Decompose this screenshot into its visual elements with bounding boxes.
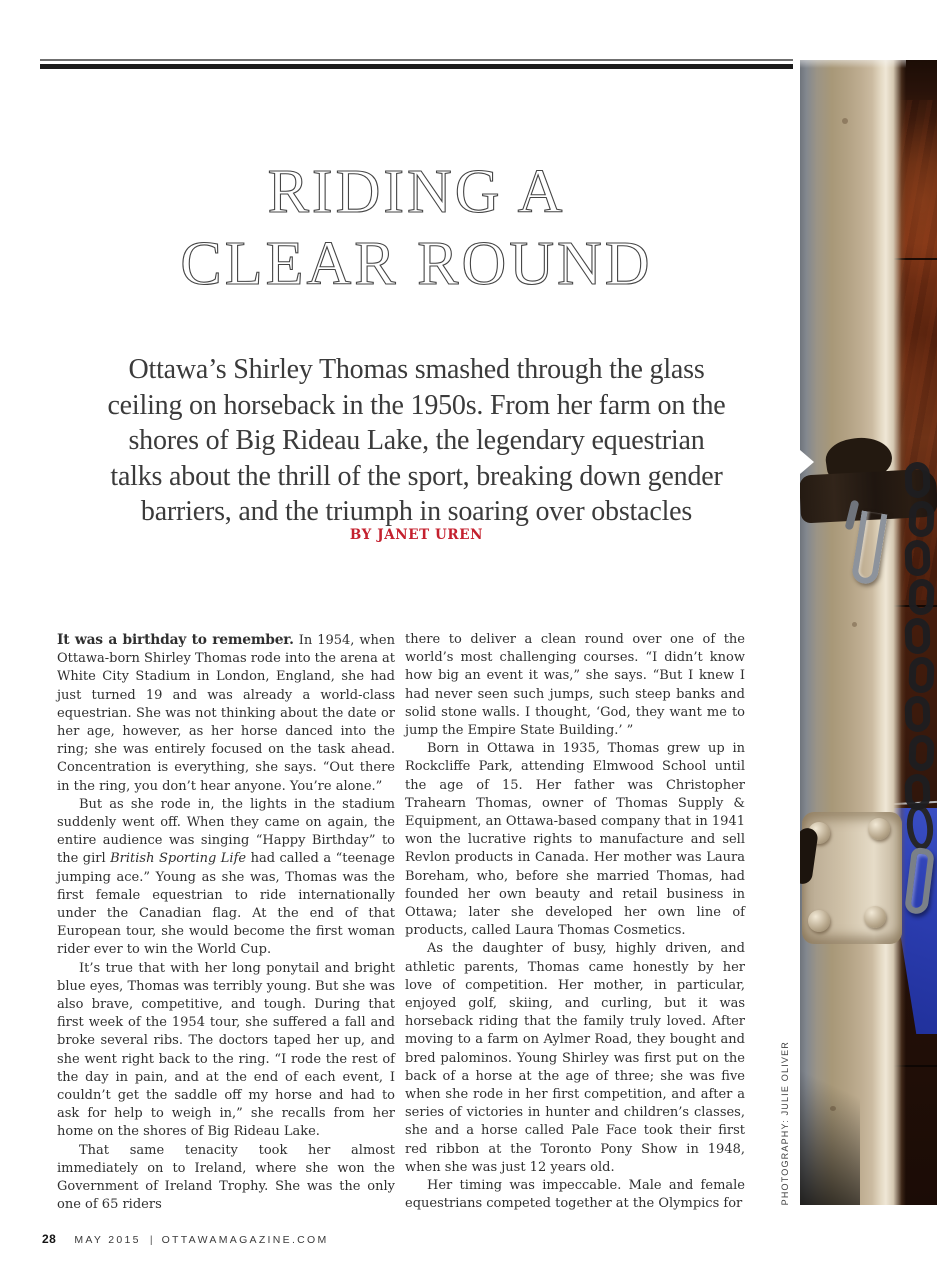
top-rule-thin	[40, 59, 793, 61]
chain-link	[904, 540, 930, 577]
photo-gate-post	[800, 60, 937, 1205]
page-footer	[42, 1232, 329, 1246]
photo-post-highlight	[800, 60, 906, 68]
deck-line: shores of Big Rideau Lake, the legendary equestrian	[128, 425, 705, 456]
paragraph-text: But as she rode in, the lights in the stadium suddenly went off. When they came on again, the entire audience was singing “Happy Birthday” to the girl	[57, 796, 395, 867]
chain-link	[904, 618, 930, 655]
paragraph: there to deliver a clean round over one of the world’s most challenging courses. “I didn’t know how big an event it was,” she says. “But I knew I had never seen such jumps, such steep banks and solid stone walls. I thought, ‘God, they want me to jump the Empire State Building.’ ”	[405, 632, 745, 739]
chain-link	[904, 774, 930, 811]
photo-bolt	[864, 906, 886, 928]
body-column-2	[405, 631, 745, 1214]
footer-website: OTTAWAMAGAZINE.COM	[161, 1234, 329, 1246]
paragraph	[57, 796, 395, 960]
lead-in-text: It was a birthday to remember.	[57, 632, 294, 648]
photo-bolt	[868, 818, 890, 840]
chain-link	[908, 500, 935, 537]
deck-line: ceiling on horseback in the 1950s. From her farm on the	[107, 389, 726, 421]
paragraph-text: In 1954, when Ottawa-born Shirley Thomas rode into the arena at White City Stadium in London, England, she had just turned 19 and was already a world-class equestrian. She was not thinking about the date or her age, however, as her horse danced into the ring; she was entirely focused on the task ahead. Concentration is everything, she says. “Out there in the ring, you don’t hear anyone. You’re alone.”	[57, 633, 395, 794]
page-number: 28	[42, 1232, 57, 1246]
paragraph: Her timing was impeccable. Male and female equestrians competed together at the Olympics for	[405, 1178, 745, 1212]
photo-post-speck	[852, 622, 857, 627]
chain-link	[908, 734, 935, 771]
photo-metal-post	[800, 60, 906, 1205]
headline-line-1: RIDING A	[267, 158, 566, 226]
arrow-notch-icon	[800, 450, 814, 474]
top-rule-thick	[40, 64, 793, 69]
chain-link	[908, 656, 935, 693]
deck-line: Ottawa’s Shirley Thomas smashed through the glass	[128, 354, 705, 385]
photo-post-shadow	[800, 1045, 860, 1205]
footer-issue-date: MAY 2015	[74, 1234, 141, 1246]
chain-link	[908, 578, 935, 615]
byline: BY JANET UREN	[349, 527, 484, 543]
article-headline	[40, 156, 793, 300]
photo-credit: PHOTOGRAPHY: JULIE OLIVER	[780, 1040, 790, 1205]
article-deck	[40, 352, 793, 530]
italic-publication-name: British Sporting Life	[110, 851, 247, 867]
deck-line: barriers, and the triumph in soaring over obstacles	[140, 496, 693, 527]
chain-link	[904, 462, 930, 499]
chain-link	[904, 696, 930, 733]
photo-vertical-chain	[906, 462, 931, 813]
deck-line: talks about the thrill of the sport, breaking down gender	[110, 460, 723, 492]
paragraph-text: had called a “teenage jumping ace.” Young as she was, Thomas was the first female equestrian to ride internationally under the Canadian flag. At the end of that European tour, she would become the first woman rider ever to win the World Cup.	[57, 851, 395, 958]
paragraph: Born in Ottawa in 1935, Thomas grew up in Rockcliffe Park, attending Elmwood School until the age of 15. Her father was Christopher Trahearn Thomas, owner of Thomas Supply & Equipment, an Ottawa-based company that in 1941 won the lucrative rights to manufacture and sell Revlon products in Canada. Her mother was Laura Boreham, who, before she married Thomas, had founded her own beauty and retail business in Ottawa; later she developed her own line of products, called Laura Thomas Cosmetics.	[405, 741, 745, 939]
photo-hinge-bracket	[802, 812, 902, 944]
paragraph: It’s true that with her long ponytail and bright blue eyes, Thomas was terribly young. But she was also brave, competitive, and tough. During that first week of the 1954 tour, she suffered a fall and broke several ribs. The doctors taped her up, and she went right back to the ring. “I rode the rest of the day in pain, and at the end of each event, I couldn’t get the saddle off my horse and had to ask for help to weigh in,” she recalls from her home on the shores of Big Rideau Lake.	[57, 960, 395, 1140]
footer-separator: |	[149, 1234, 153, 1246]
photo-bolt	[808, 910, 830, 932]
headline-line-2: CLEAR ROUND	[180, 230, 653, 298]
paragraph: That same tenacity took her almost immediately on to Ireland, where she won the Government of Ireland Trophy. She was the only one of 65 riders	[57, 1142, 395, 1213]
paragraph	[57, 631, 395, 796]
paragraph: As the daughter of busy, highly driven, and athletic parents, Thomas came honestly by her love of competition. Her mother, in particular, enjoyed golf, skiing, and curling, but it was horseback riding that the family truly loved. After moving to a farm on Aylmer Road, they bought and bred palominos. Young Shirley was first put on the back of a horse at the age of three; she was five when she rode in her first competition, and after a series of victories in hunter and children’s classes, she and a horse called Pale Face took their first red ribbon at the Toronto Pony Show in 1948, when she was just 12 years old.	[405, 941, 745, 1175]
body-column-1	[57, 631, 395, 1215]
photo-post-speck	[842, 118, 848, 124]
